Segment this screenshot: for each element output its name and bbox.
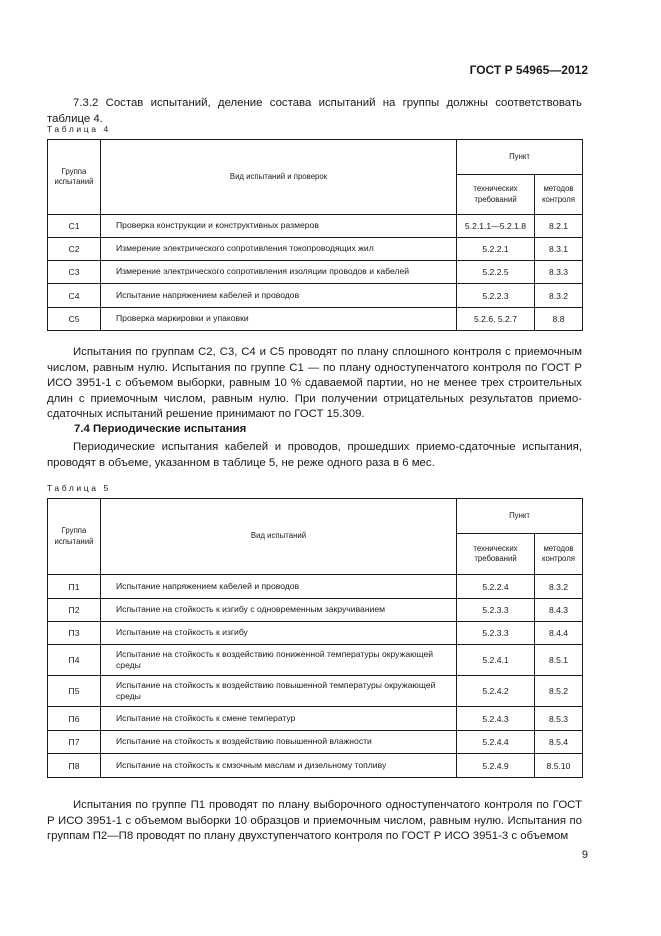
cell-name: Испытание на стойкость к смене температур [101,707,457,731]
cell-tech: 5.2.2.3 [457,284,535,308]
cell-tech: 5.2.3.3 [457,599,535,622]
cell-name: Испытание на стойкость к воздействию повышенной температуры окружающей среды [101,676,457,707]
header-kind: Вид испытаний и проверок [101,140,457,215]
cell-tech: 5.2.2.4 [457,575,535,599]
cell-method: 8.3.3 [535,261,583,284]
table-5 [47,498,583,778]
cell-name: Испытание на стойкость к изгибу [101,622,457,645]
table-5-caption: Таблица 5 [47,483,111,493]
cell-name: Проверка маркировки и упаковки [101,308,457,331]
table-row [48,645,583,676]
table-row [48,215,583,238]
table-row [48,754,583,778]
table-row [48,707,583,731]
cell-tech: 5.2.2.5 [457,261,535,284]
table-row [48,731,583,754]
cell-group: С4 [48,284,101,308]
cell-tech: 5.2.3.3 [457,622,535,645]
cell-group: С1 [48,215,101,238]
cell-tech: 5.2.6, 5.2.7 [457,308,535,331]
cell-group: П4 [48,645,101,676]
table-row [48,238,583,261]
cell-tech: 5.2.4.4 [457,731,535,754]
cell-tech: 5.2.4.1 [457,645,535,676]
cell-group: П1 [48,575,101,599]
header-tech: технических требований [457,534,535,575]
paragraph-after-table-4: Испытания по группам С2, С3, С4 и С5 проводят по плану сплошного контроля с приемочным числом, равным нулю. Испытания по группе С1 — по плану одноступенчатого контроля по ГОСТ Р ИСО 3951-1 с объемом выборки, равным 10 % сдаваемой партии, но не менее трех строительных длин с приемочным числом, равным нулю. При получении отрицательных результатов приемо-сдаточных испытаний решение принимают по ГОСТ 15.309. [47,346,582,421]
page-number: 9 [581,849,588,861]
cell-tech: 5.2.4.9 [457,754,535,778]
cell-tech: 5.2.4.3 [457,707,535,731]
cell-group: С2 [48,238,101,261]
cell-tech: 5.2.1.1—5.2.1.8 [457,215,535,238]
cell-group: П5 [48,676,101,707]
cell-method: 8.3.1 [535,238,583,261]
cell-name: Испытание напряжением кабелей и проводов [101,284,457,308]
cell-method: 8.5.10 [535,754,583,778]
header-tech: технических требований [457,175,535,215]
cell-method: 8.3.2 [535,575,583,599]
header-group: Группа испытаний [48,499,101,575]
table-row [48,676,583,707]
cell-name: Измерение электрического сопротивления изоляции проводов и кабелей [101,261,457,284]
table-row [48,575,583,599]
section-7-4-title: 7.4 Периодические испытания [74,423,247,435]
cell-name: Испытание на стойкость к смзочным маслам и дизельному топливу [101,754,457,778]
cell-name: Испытание на стойкость к воздействию повышенной влажности [101,731,457,754]
cell-method: 8.8 [535,308,583,331]
cell-method: 8.5.4 [535,731,583,754]
cell-group: П2 [48,599,101,622]
table-row [48,261,583,284]
cell-name: Испытание напряжением кабелей и проводов [101,575,457,599]
paragraph-after-table-5: Испытания по группе П1 проводят по плану выборочного одноступенчатого контроля по ГОСТ Р ИСО 3951-1 с объемом выборки 10 образцов и приемочным числом, равным нулю. Испытания по группам П2—П8 проводят по плану двухступенчатого контроля по ГОСТ Р ИСО 3951-3 с объемом [47,799,582,843]
table-row [48,599,583,622]
cell-group: П8 [48,754,101,778]
cell-group: П6 [48,707,101,731]
table-row [48,284,583,308]
cell-method: 8.5.1 [535,645,583,676]
cell-tech: 5.2.4.2 [457,676,535,707]
cell-method: 8.2.1 [535,215,583,238]
cell-name: Испытание на стойкость к воздействию пониженной температуры окружающей среды [101,645,457,676]
table-row [48,622,583,645]
header-kind: Вид испытаний [101,499,457,575]
table-4 [47,139,583,331]
header-method: методов контроля [535,534,583,575]
cell-name: Испытание на стойкость к изгибу с одновременным закручиванием [101,599,457,622]
cell-method: 8.4.3 [535,599,583,622]
cell-method: 8.5.2 [535,676,583,707]
cell-group: П7 [48,731,101,754]
cell-method: 8.3.2 [535,284,583,308]
cell-name: Измерение электрического сопротивления токопроводящих жил [101,238,457,261]
header-method: методов контроля [535,175,583,215]
cell-group: П3 [48,622,101,645]
table-4-caption: Таблица 4 [47,124,111,134]
header-group: Группа испытаний [48,140,101,215]
table-row [48,308,583,331]
paragraph-7-3-2: 7.3.2 Состав испытаний, деление состава испытаний на группы должны соответствовать таблице 4. [47,97,582,125]
cell-group: С5 [48,308,101,331]
document-id: ГОСТ Р 54965—2012 [469,63,588,77]
cell-name: Проверка конструкции и конструктивных размеров [101,215,457,238]
cell-method: 8.4.4 [535,622,583,645]
header-item: Пункт [457,499,583,534]
paragraph-7-4: Периодические испытания кабелей и проводов, прошедших приемо-сдаточные испытания, проводят в объеме, указанном в таблице 5, не реже одного раза в 6 мес. [47,441,582,469]
cell-group: С3 [48,261,101,284]
cell-tech: 5.2.2.1 [457,238,535,261]
cell-method: 8.5.3 [535,707,583,731]
header-item: Пункт [457,140,583,175]
